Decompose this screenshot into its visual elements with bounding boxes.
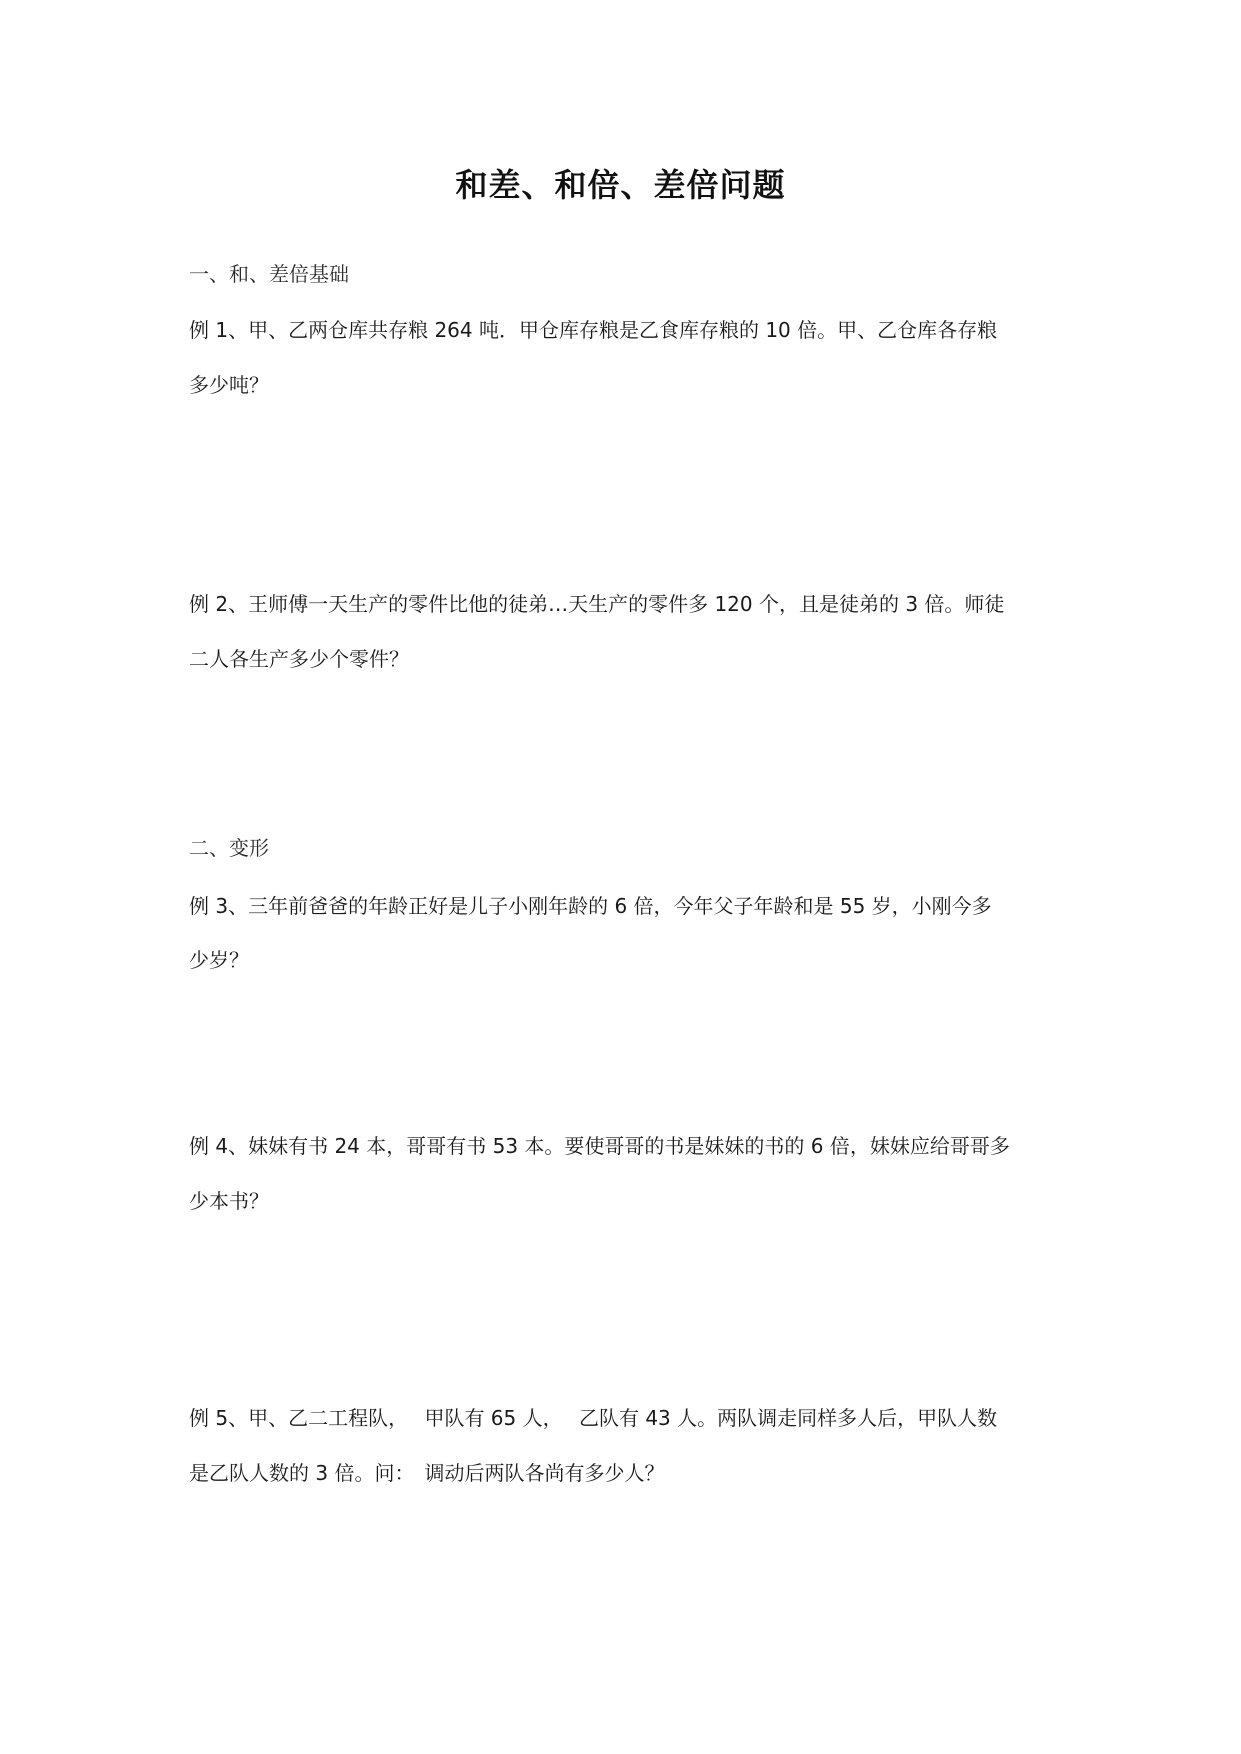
problem-3-line-1: 例 3、三年前爸爸的年龄正好是儿子小刚年龄的 6 倍，今年父子年龄和是 55 岁，小刚今多 <box>189 894 992 918</box>
problem-5-line-1: 例 5、甲、乙二工程队， 甲队有 65 人， 乙队有 43 人。两队调走同样多人后，甲队人数 <box>189 1406 998 1430</box>
section-heading-basics: 一、和、差倍基础 <box>189 262 349 286</box>
document-title: 和差、和倍、差倍问题 <box>455 166 786 204</box>
problem-2-line-1: 例 2、王师傅一天生产的零件比他的徒弟…天生产的零件多 120 个，且是徒弟的 3 倍。师徒 <box>189 592 1005 616</box>
problem-3-line-2: 少岁？ <box>189 948 249 972</box>
problem-4-line-1: 例 4、妹妹有书 24 本，哥哥有书 53 本。要使哥哥的书是妹妹的书的 6 倍，妹妹应给哥哥多 <box>189 1134 1010 1158</box>
problem-1-line-2: 多少吨？ <box>189 373 269 397</box>
problem-5-line-2: 是乙队人数的 3 倍。问： 调动后两队各尚有多少人？ <box>189 1461 665 1485</box>
problem-1-line-1: 例 1、甲、乙两仓库共存粮 264 吨．甲仓库存粮是乙食库存粮的 10 倍。甲、乙仓库各存粮 <box>189 318 998 342</box>
section-heading-variations: 二、变形 <box>189 836 269 860</box>
problem-2-line-2: 二人各生产多少个零件？ <box>189 647 409 671</box>
problem-4-line-2: 少本书？ <box>189 1189 269 1213</box>
